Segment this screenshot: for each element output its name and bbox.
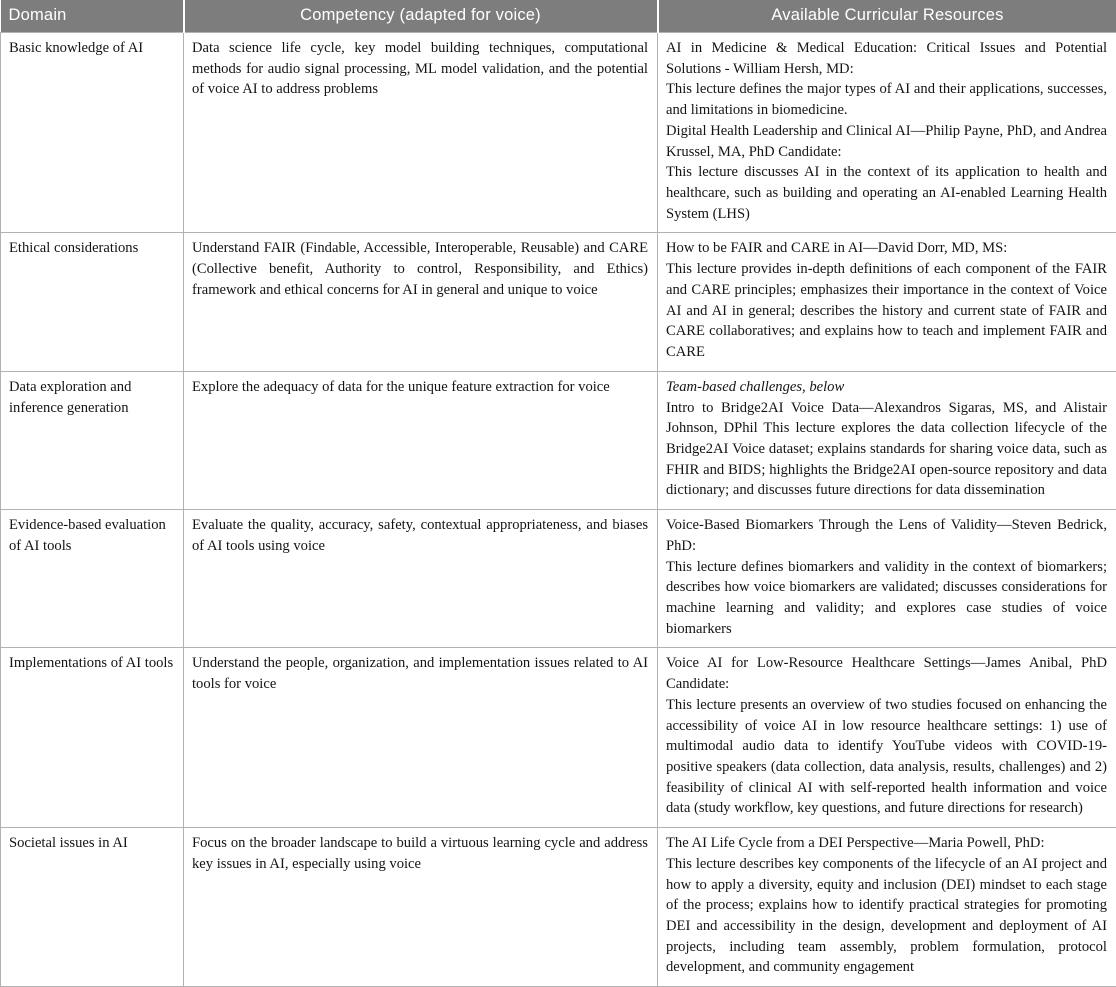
competency-cell: Focus on the broader landscape to build a virtuous learning cycle and address key issues in AI, especially using voice xyxy=(184,828,658,987)
resource-paragraph: AI in Medicine & Medical Education: Critical Issues and Potential Solutions - William Hersh, MD: xyxy=(666,38,1107,79)
resource-paragraph: Voice-Based Biomarkers Through the Lens of Validity—Steven Bedrick, PhD: xyxy=(666,515,1107,556)
resources-cell xyxy=(658,371,1116,509)
table-body xyxy=(1,33,1116,987)
table-row xyxy=(1,828,1116,987)
resource-paragraph: This lecture discusses AI in the context of its application to health and healthcare, such as building and operating an AI-enabled Learning Health System (LHS) xyxy=(666,162,1107,224)
competency-cell: Understand the people, organization, and implementation issues related to AI tools for voice xyxy=(184,648,658,828)
resource-paragraph: Team-based challenges, below xyxy=(666,377,1107,398)
resources-cell xyxy=(658,33,1116,233)
resource-paragraph: Intro to Bridge2AI Voice Data—Alexandros Sigaras, MS, and Alistair Johnson, DPhil This lecture explores the data collection lifecycle of the Bridge2AI Voice dataset; explains standards for sharing voice data, such as FHIR and BIDS; highlights the Bridge2AI open-source repository and data dictionary; and discusses future directions for data dissemination xyxy=(666,398,1107,502)
resource-paragraph: How to be FAIR and CARE in AI—David Dorr, MD, MS: xyxy=(666,238,1107,259)
resource-paragraph: This lecture defines biomarkers and validity in the context of biomarkers; describes how voice biomarkers are validated; discusses considerations for machine learning and validity; and explores case studies of voice biomarkers xyxy=(666,557,1107,640)
competency-cell: Understand FAIR (Findable, Accessible, Interoperable, Reusable) and CARE (Collective benefit, Authority to control, Responsibility, and Ethics) framework and ethical concerns for AI in general and unique to voice xyxy=(184,233,658,371)
resource-paragraph: This lecture provides in-depth definitions of each component of the FAIR and CARE principles; emphasizes their importance in the context of Voice AI and AI in general; describes the history and current state of FAIR and CARE collaboratives; and explains how to teach and implement FAIR and CARE xyxy=(666,259,1107,363)
resource-paragraph: Voice AI for Low-Resource Healthcare Settings—James Anibal, PhD Candidate: xyxy=(666,653,1107,694)
resources-cell xyxy=(658,828,1116,987)
column-header-domain: Domain xyxy=(1,0,184,33)
domain-cell: Societal issues in AI xyxy=(1,828,184,987)
resource-paragraph: Digital Health Leadership and Clinical AI—Philip Payne, PhD, and Andrea Krussel, MA, PhD Candidate: xyxy=(666,121,1107,162)
header-row xyxy=(1,0,1116,33)
domain-cell: Evidence-based evaluation of AI tools xyxy=(1,510,184,648)
competency-cell: Evaluate the quality, accuracy, safety, contextual appropriateness, and biases of AI tools using voice xyxy=(184,510,658,648)
resource-paragraph: This lecture defines the major types of AI and their applications, successes, and limitations in biomedicine. xyxy=(666,79,1107,120)
resources-cell xyxy=(658,510,1116,648)
table-row xyxy=(1,510,1116,648)
resource-paragraph: The AI Life Cycle from a DEI Perspective—Maria Powell, PhD: xyxy=(666,833,1107,854)
resource-paragraph: This lecture describes key components of the lifecycle of an AI project and how to apply a diversity, equity and inclusion (DEI) mindset to each stage of the process; explains how to identify practical strategies for promoting DEI and accessibility in the design, development and deployment of AI projects, including team assembly, problem formulation, protocol development, and community engagement xyxy=(666,854,1107,978)
competency-cell: Data science life cycle, key model building techniques, computational methods for audio signal processing, ML model validation, and the potential of voice AI to address problems xyxy=(184,33,658,233)
domain-cell: Implementations of AI tools xyxy=(1,648,184,828)
domain-cell: Ethical considerations xyxy=(1,233,184,371)
column-header-resources: Available Curricular Resources xyxy=(658,0,1116,33)
table-row xyxy=(1,33,1116,233)
table-row xyxy=(1,233,1116,371)
resources-cell xyxy=(658,233,1116,371)
table-row xyxy=(1,648,1116,828)
resource-paragraph: This lecture presents an overview of two studies focused on enhancing the accessibility of voice AI in low resource healthcare settings: 1) use of multimodal audio data to identify YouTube videos with COVID-19-positive speakers (data collection, data analysis, results, challenges) and 2) feasibility of clinical AI with self-reported health information and voice data (study workflow, key questions, and future directions for research) xyxy=(666,695,1107,819)
domain-cell: Basic knowledge of AI xyxy=(1,33,184,233)
table-row xyxy=(1,371,1116,509)
competency-cell: Explore the adequacy of data for the unique feature extraction for voice xyxy=(184,371,658,509)
column-header-competency: Competency (adapted for voice) xyxy=(184,0,658,33)
resources-cell xyxy=(658,648,1116,828)
domain-cell: Data exploration and inference generation xyxy=(1,371,184,509)
